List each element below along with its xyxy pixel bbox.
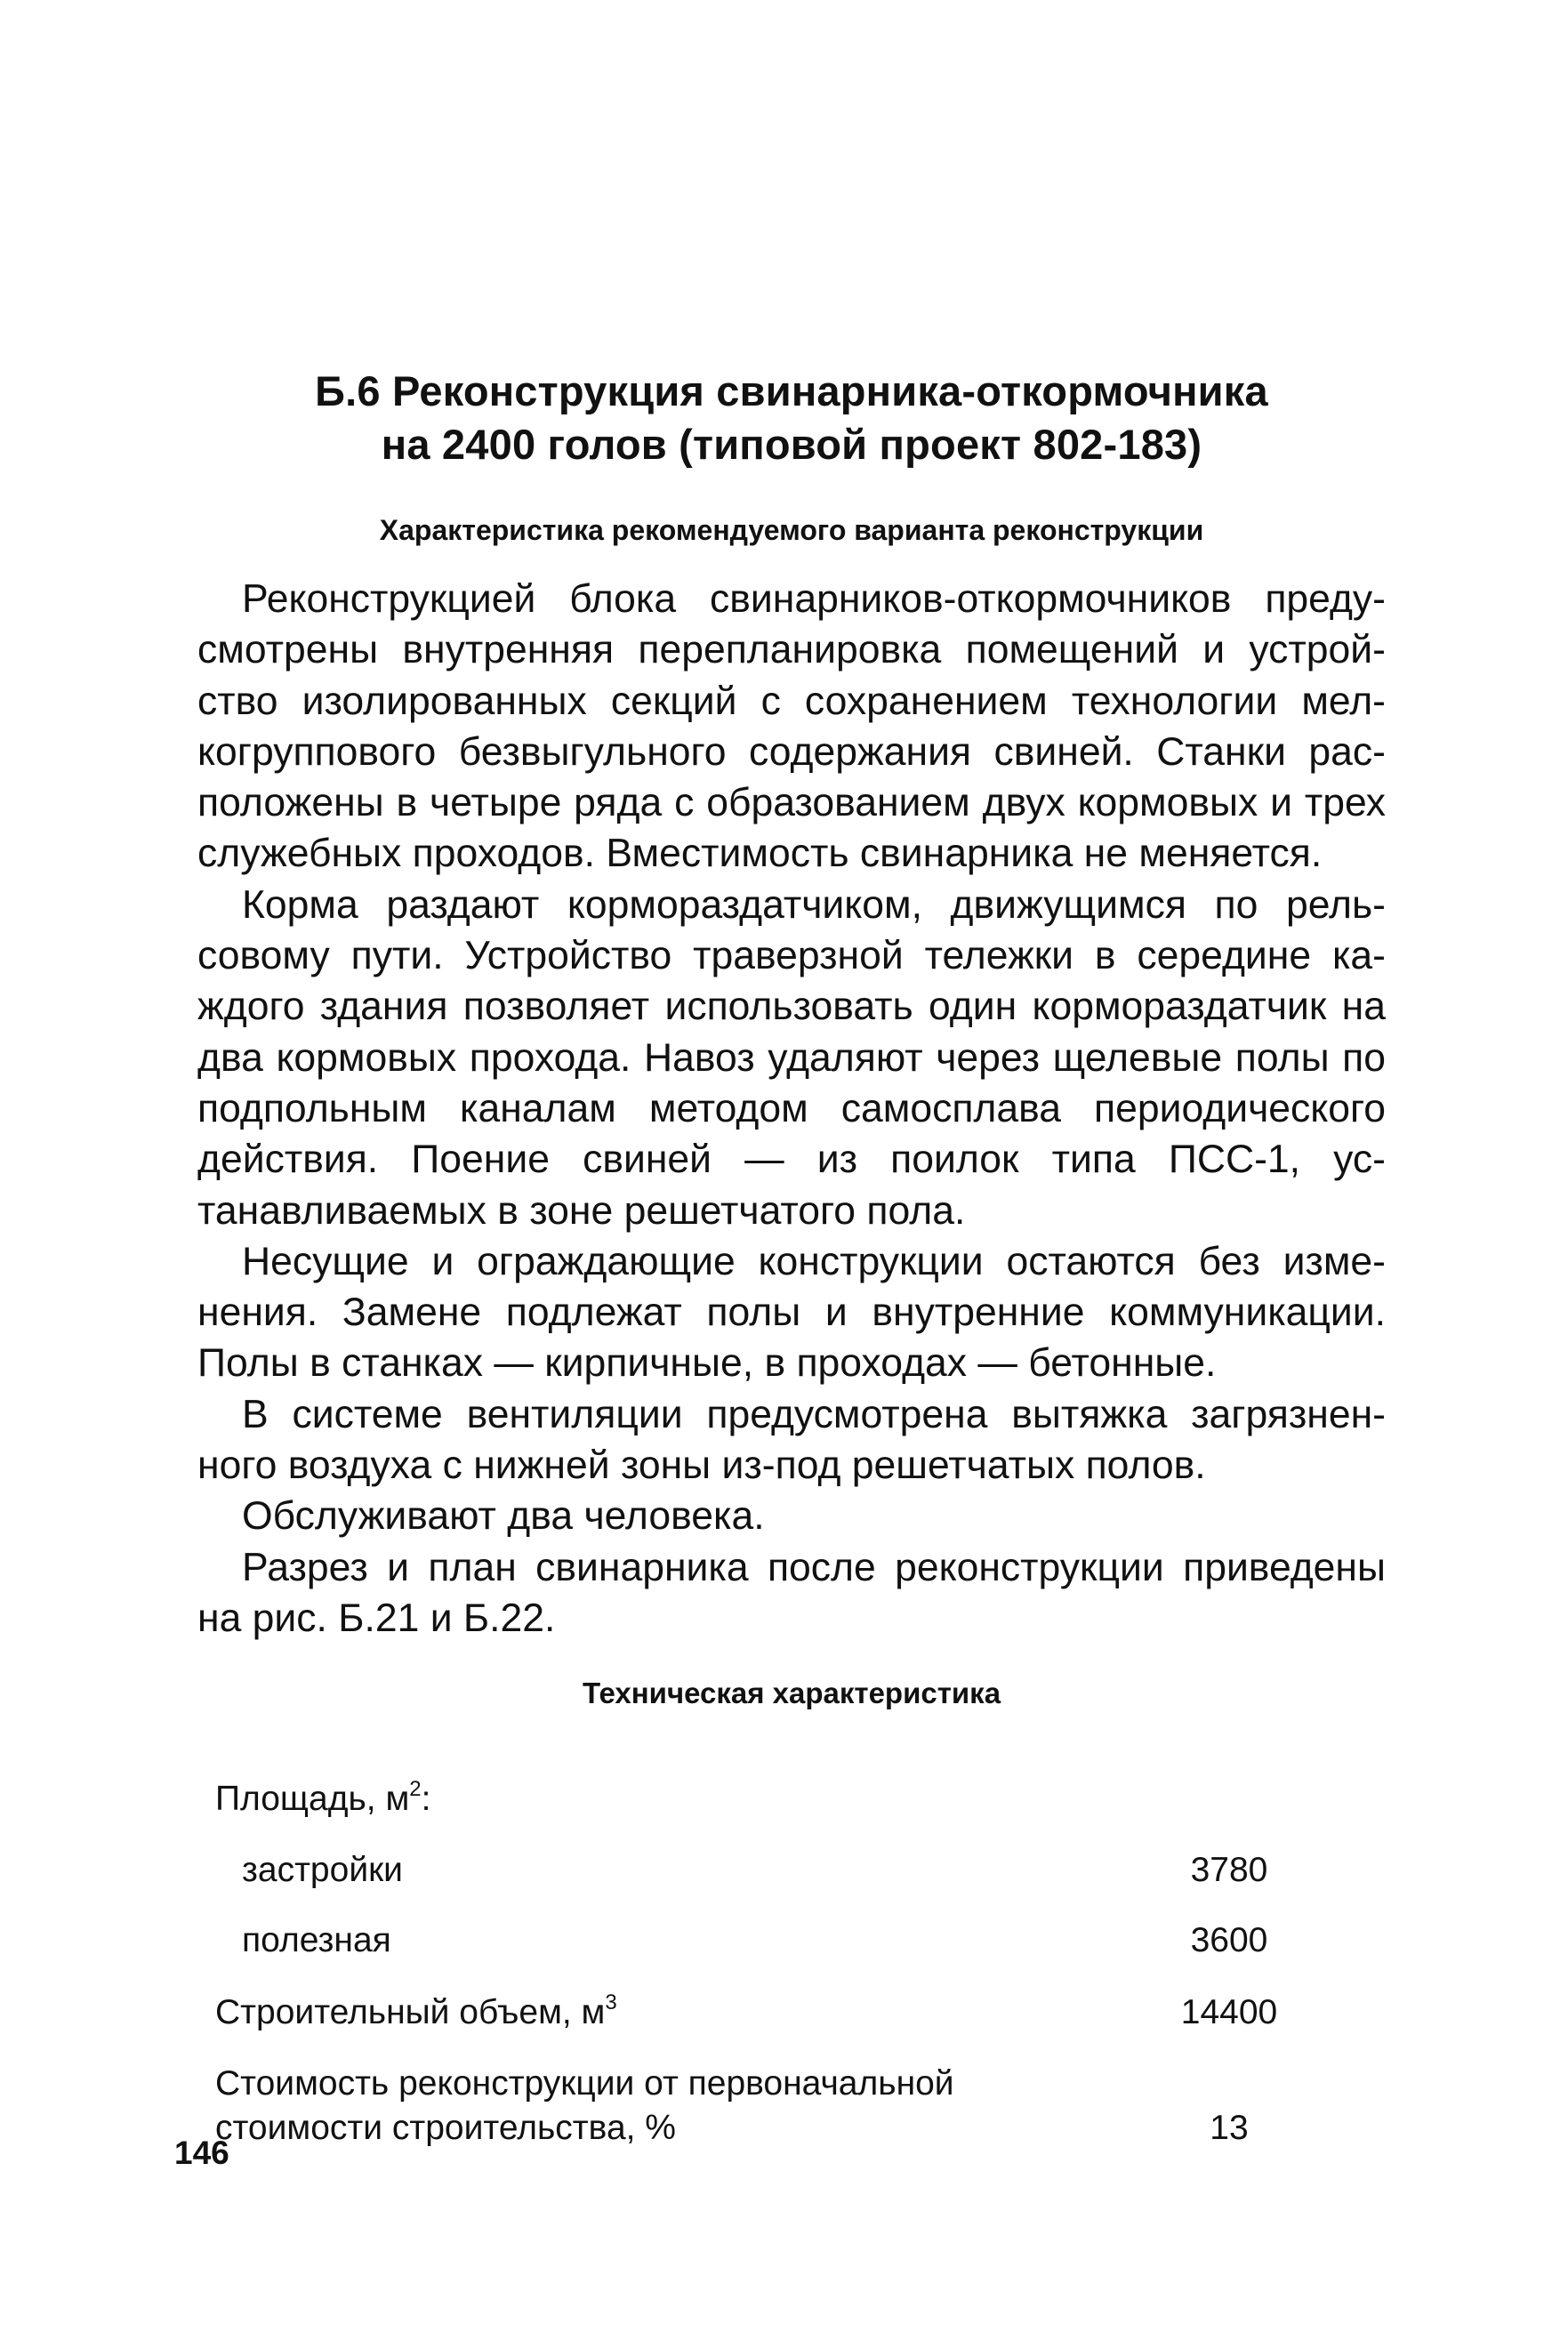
spec-useful-label: полезная xyxy=(242,1921,391,1959)
spec-built-label: застройки xyxy=(242,1851,403,1889)
spec-volume-unit-sup: 3 xyxy=(605,1990,617,2014)
spec-area-unit-sup: 2 xyxy=(409,1777,422,1801)
spec-cost-label-line-1: Стоимость реконструкции от первоначальной xyxy=(215,2064,954,2103)
paragraph: Разрез и план свинарника после реконструкции приведены на рис. Б.21 и Б.22. xyxy=(197,1545,1386,1640)
spec-built-value: 3780 xyxy=(1190,1851,1268,1889)
spec-area-label-text: Площадь, м xyxy=(215,1780,410,1818)
spec-area-colon: : xyxy=(421,1780,431,1818)
spec-useful-value: 3600 xyxy=(1190,1921,1268,1959)
section-heading-line-1: Б.6 Реконструкция свинарника-откормочника xyxy=(315,367,1268,414)
spec-cost-label xyxy=(215,2062,954,2151)
section-heading xyxy=(178,365,1405,471)
spec-volume-value: 14400 xyxy=(1180,1993,1278,2031)
spec-volume-label xyxy=(215,1990,617,2039)
spec-cost-value: 13 xyxy=(1210,2109,1249,2147)
paragraph: В системе вентиляции предусмотрена вытяжка загрязненного воздуха с нижней зоны из-под решетчатых полов. xyxy=(197,1392,1386,1488)
tech-spec-heading: Техническая характеристика xyxy=(582,1677,1001,1709)
section-heading-line-2: на 2400 голов (типовой проект 802-183) xyxy=(381,421,1202,468)
paragraph: Несущие и ограждающие конструкции остаются без изменения. Замене подлежат полы и внутренние коммуникации. Полы в станках — кирпичные, в проходах — бетонные. xyxy=(197,1239,1386,1386)
spec-area-label xyxy=(215,1777,430,1826)
body-text xyxy=(197,574,1386,1644)
page-number: 146 xyxy=(174,2135,229,2171)
spec-cost-label-line-2: стоимости строительства, % xyxy=(215,2109,676,2147)
paragraph: Обслуживают два человека. xyxy=(242,1494,765,1539)
subsection-heading: Характеристика рекомендуемого варианта реконструкции xyxy=(379,514,1204,546)
paragraph: Корма раздают кормораздатчиком, движущимся по рельсовому пути. Устройство траверзной тележки в середине каждого здания позволяет использовать один кормораздатчик на два кормовых прохода. Навоз удаляют через щелевые полы по подпольным каналам методом самосплава периодического действия. Поение свиней — из поилок типа ПСС-1, устанавливаемых в зоне решетчатого пола. xyxy=(197,882,1386,1233)
paragraph: Реконструкцией блока свинарников-откормочников предусмотрены внутренняя перепланировка помещений и устройство изолированных секций с сохранением технологии мелкогруппового безвыгульного содержания свиней. Станки расположены в четыре ряда с образованием двух кормовых и трех служебных проходов. Вместимость свинарника не меняется. xyxy=(197,577,1386,876)
spec-volume-label-text: Строительный объем, м xyxy=(215,1993,606,2031)
